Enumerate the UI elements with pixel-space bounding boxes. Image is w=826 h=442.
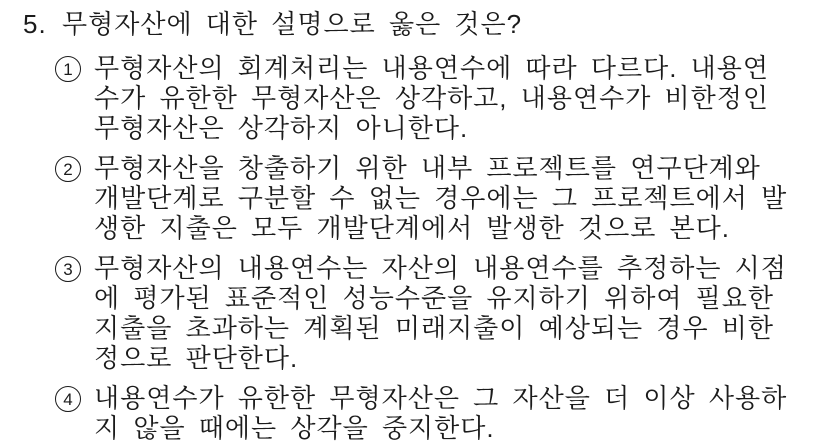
option-4-digit: 4 bbox=[63, 389, 73, 409]
text-line: 지 않을 때에는 상각을 중지한다. bbox=[94, 413, 495, 442]
option-2-circled-number bbox=[55, 156, 81, 182]
option-1-text bbox=[94, 53, 794, 143]
option-2-text bbox=[94, 153, 794, 243]
text-line: 수가 유한한 무형자산은 상각하고, 내용연수가 비한정인 bbox=[94, 83, 770, 113]
option-2 bbox=[55, 153, 826, 243]
text-line: 내용연수가 유한한 무형자산은 그 자산을 더 이상 사용하 bbox=[94, 383, 788, 413]
question-title: 무형자산에 대한 설명으로 옳은 것은? bbox=[62, 9, 523, 39]
option-1-circled-number bbox=[55, 56, 81, 82]
option-4 bbox=[55, 383, 826, 442]
option-3-digit: 3 bbox=[63, 259, 73, 279]
text-line: 무형자산의 내용연수는 자산의 내용연수를 추정하는 시점 bbox=[94, 253, 787, 283]
option-3-circled-number bbox=[55, 256, 81, 282]
option-1 bbox=[55, 53, 826, 143]
option-3-text bbox=[94, 253, 794, 373]
text-line: 무형자산은 상각하지 아니한다. bbox=[94, 113, 469, 143]
question-number: 5. bbox=[23, 9, 47, 39]
option-4-text bbox=[94, 383, 794, 442]
text-line: 정으로 판단한다. bbox=[94, 343, 299, 373]
option-4-circled-number bbox=[55, 386, 81, 412]
text-line: 에 평가된 표준적인 성능수준을 유지하기 위하여 필요한 bbox=[94, 283, 775, 313]
option-2-digit: 2 bbox=[63, 159, 73, 179]
question-header bbox=[23, 8, 826, 40]
exam-question-block bbox=[0, 8, 826, 442]
text-line: 무형자산을 창출하기 위한 내부 프로젝트를 연구단계와 bbox=[94, 153, 761, 183]
option-1-digit: 1 bbox=[63, 59, 73, 79]
text-line: 생한 지출은 모두 개발단계에서 발생한 것으로 본다. bbox=[94, 213, 731, 243]
text-line: 지출을 초과하는 계획된 미래지출이 예상되는 경우 비한 bbox=[94, 313, 775, 343]
option-3 bbox=[55, 253, 826, 373]
text-line: 개발단계로 구분할 수 없는 경우에는 그 프로젝트에서 발 bbox=[94, 183, 788, 213]
text-line: 무형자산의 회계처리는 내용연수에 따라 다르다. 내용연 bbox=[94, 53, 770, 83]
